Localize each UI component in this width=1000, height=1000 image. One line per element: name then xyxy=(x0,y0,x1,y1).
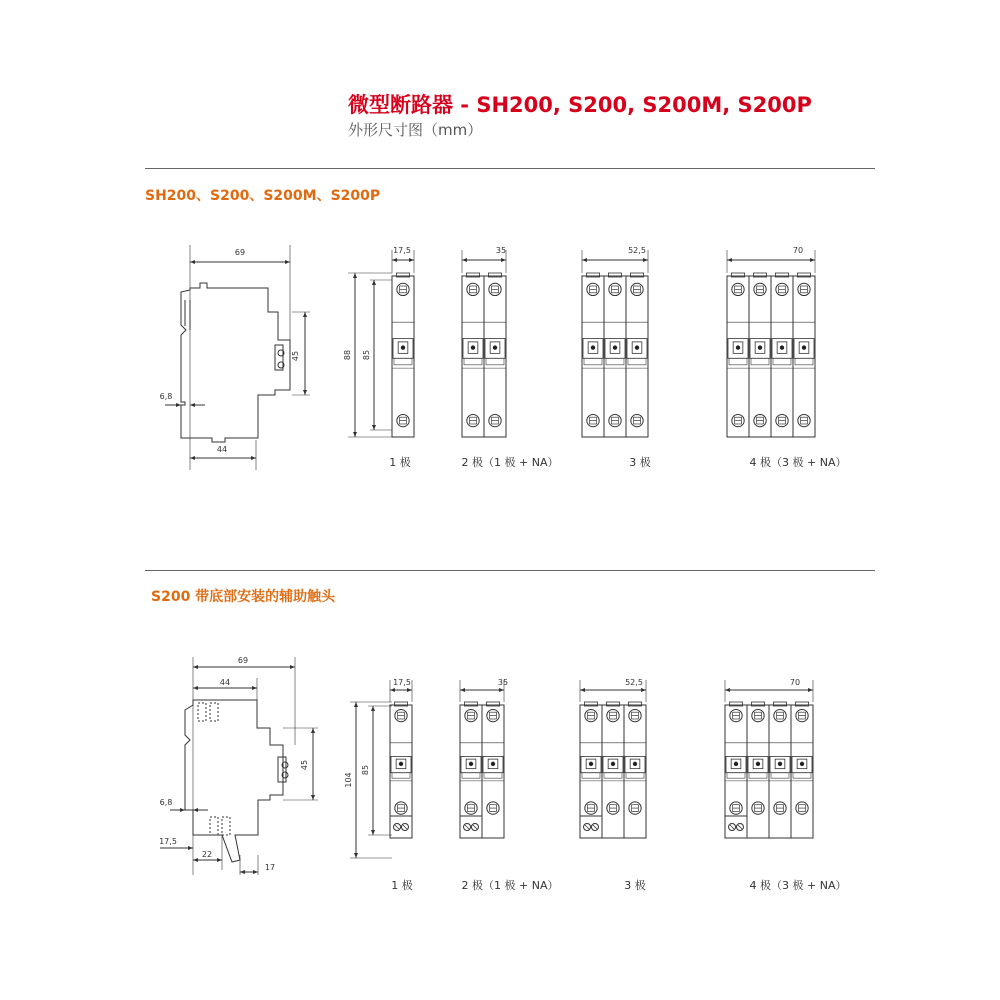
dim-side2-bottom1: 17,5 xyxy=(159,837,177,846)
dim2-width-3p: 52,5 xyxy=(625,678,643,687)
1-pole-breaker xyxy=(392,250,414,437)
dim-side-height: 45 xyxy=(291,350,300,362)
pole-label-4p: 4 极（3 极 + NA） xyxy=(749,456,847,469)
dim-side2-front: 44 xyxy=(219,678,231,687)
pole-label-3p: 3 极 xyxy=(629,456,651,469)
dim2-width-4p: 70 xyxy=(789,678,801,687)
dim-width-1p: 17,5 xyxy=(393,246,411,255)
side-view-2 xyxy=(160,657,318,875)
pole2-label-2p: 2 极（1 极 + NA） xyxy=(461,879,559,892)
dim-width-4p: 70 xyxy=(792,246,804,255)
2-pole-breaker xyxy=(462,250,506,437)
dim-height-outer-2: 104 xyxy=(344,772,353,788)
4-pole-breaker xyxy=(727,250,815,437)
4-pole-breaker xyxy=(725,680,813,838)
3-pole-breaker xyxy=(582,250,648,437)
dim2-width-1p: 17,5 xyxy=(393,678,411,687)
dim-side2-width: 69 xyxy=(237,656,249,665)
dim-height-inner-1: 85 xyxy=(362,349,371,361)
dim-side-width: 69 xyxy=(234,248,246,257)
module-views-row-1 xyxy=(392,250,815,437)
module-views-row-2 xyxy=(390,680,813,838)
section-2-heading: S200 带底部安装的辅助触头 xyxy=(151,589,336,605)
dim-side-rail: 6,8 xyxy=(159,392,173,401)
section-1-heading: SH200、S200、S200M、S200P xyxy=(145,188,381,204)
3-pole-breaker xyxy=(580,680,646,838)
pole2-label-4p: 4 极（3 极 + NA） xyxy=(749,879,847,892)
dim-side2-height: 45 xyxy=(300,759,309,771)
pole-label-2p: 2 极（1 极 + NA） xyxy=(461,456,559,469)
page-subtitle: 外形尺寸图（mm） xyxy=(348,121,483,139)
dim-side2-bottom2: 22 xyxy=(201,850,213,859)
1-pole-breaker xyxy=(390,680,412,838)
dim-side-front: 44 xyxy=(216,445,228,454)
page-title: 微型断路器 - SH200, S200, S200M, S200P xyxy=(348,93,812,117)
dim-width-3p: 52,5 xyxy=(628,246,646,255)
dim-height-outer-1: 88 xyxy=(343,349,352,361)
pole2-label-3p: 3 极 xyxy=(624,879,646,892)
pole-label-1p: 1 极 xyxy=(389,456,411,469)
dim2-width-2p: 35 xyxy=(497,678,509,687)
height-dims-2 xyxy=(350,702,392,858)
dim-side2-rail: 6,8 xyxy=(159,798,173,807)
dim-side2-bottom3: 17 xyxy=(264,863,276,872)
side-view-1 xyxy=(165,245,310,470)
pole2-label-1p: 1 极 xyxy=(391,879,413,892)
dim-height-inner-2: 85 xyxy=(361,764,370,776)
dim-width-2p: 35 xyxy=(495,246,507,255)
2-pole-breaker xyxy=(460,680,504,838)
